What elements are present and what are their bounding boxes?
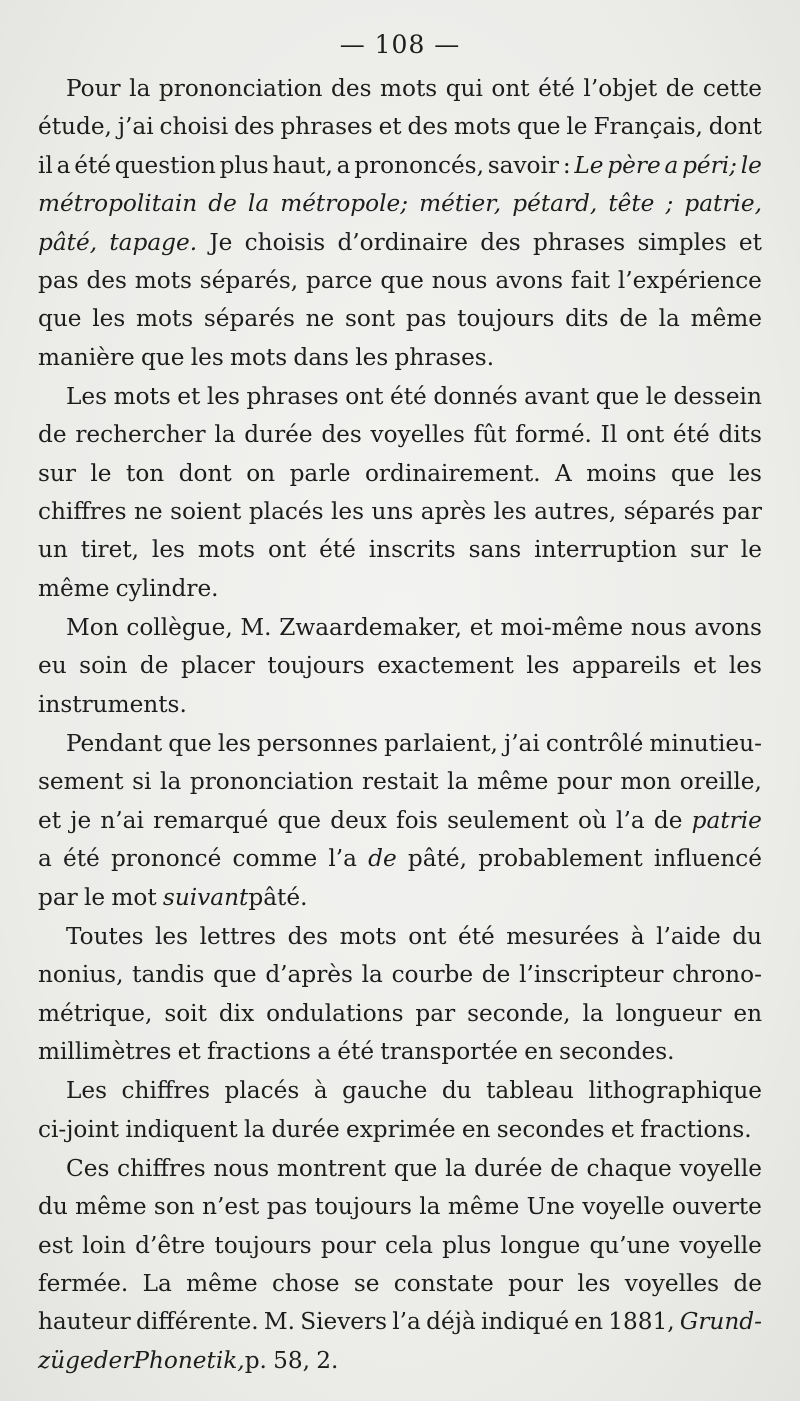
text-line: fermée. La même chose se constate pour les voyelles de xyxy=(38,1269,762,1297)
body-text xyxy=(38,70,762,1381)
text-line: étude, j’ai choisi des phrases et des mots que le Français, dont xyxy=(38,113,762,141)
text-line: nonius, tandis que d’après la courbe de l’inscripteur chrono- xyxy=(38,961,762,989)
text-line: par le mot suivant pâté. xyxy=(38,883,308,911)
text-line: pas des mots séparés, parce que nous avons fait l’expérience xyxy=(38,266,762,294)
text-line: Pour la prononciation des mots qui ont été l’objet de cette xyxy=(66,75,762,102)
text-line: pâté, tapage. Je choisis d’ordinaire des phrases simples et xyxy=(38,228,762,256)
paragraph xyxy=(38,70,762,377)
text-line: züge der Phonetik, p. 58, 2. xyxy=(38,1346,339,1374)
text-line: il a été question plus haut, a prononcés, savoir : Le père a péri; le xyxy=(38,151,762,179)
paragraph xyxy=(38,609,762,724)
text-line: du même son n’est pas toujours la même Une voyelle ouverte xyxy=(38,1193,762,1221)
text-line: hauteur différente. M. Sievers l’a déjà indiqué en 1881, Grund- xyxy=(38,1308,762,1336)
text-line: Mon collègue, M. Zwaardemaker, et moi-même nous avons xyxy=(66,614,762,642)
text-line: un tiret, les mots ont été inscrits sans interruption sur le xyxy=(38,536,762,564)
text-line: a été prononcé comme l’a de pâté, probablement influencé xyxy=(38,845,762,873)
page-number: — 108 — xyxy=(339,30,461,59)
paragraph xyxy=(38,1150,762,1380)
text-line: instruments. xyxy=(38,690,187,718)
text-line: Les mots et les phrases ont été donnés avant que le dessein xyxy=(66,382,762,410)
text-line: Ces chiffres nous montrent que la durée de chaque voyelle xyxy=(66,1154,762,1182)
paragraph xyxy=(38,378,762,608)
text-line: même cylindre. xyxy=(38,574,219,602)
text-line: ci-joint indiquent la durée exprimée en secondes et fractions. xyxy=(38,1115,752,1143)
text-line: sur le ton dont on parle ordinairement. A moins que les xyxy=(38,459,762,487)
text-line: Pendant que les personnes parlaient, j’ai contrôlé minutieu- xyxy=(66,730,762,758)
paragraph xyxy=(38,725,762,917)
text-line: est loin d’être toujours pour cela plus longue qu’une voyelle xyxy=(38,1231,762,1259)
text-line: que les mots séparés ne sont pas toujours dits de la même xyxy=(38,305,762,333)
text-line: de rechercher la durée des voyelles fût formé. Il ont été dits xyxy=(38,421,762,449)
text-line: métrique, soit dix ondulations par seconde, la longueur en xyxy=(38,999,762,1027)
text-line: chiffres ne soient placés les uns après les autres, séparés par xyxy=(38,498,762,526)
text-line: Toutes les lettres des mots ont été mesurées à l’aide du xyxy=(66,922,762,950)
paragraph xyxy=(38,918,762,1072)
text-line: millimètres et fractions a été transportée en secondes. xyxy=(38,1037,675,1065)
text-line: Les chiffres placés à gauche du tableau lithographique xyxy=(66,1077,762,1105)
text-line: métropolitain de la métropole; métier, pétard, tête ; patrie, xyxy=(38,190,762,218)
paragraph xyxy=(38,1072,762,1149)
text-line: sement si la prononciation restait la même pour mon oreille, xyxy=(38,768,762,796)
text-line: et je n’ai remarqué que deux fois seulement où l’a de patrie xyxy=(38,806,762,834)
text-line: manière que les mots dans les phrases. xyxy=(38,343,495,371)
text-line: eu soin de placer toujours exactement les appareils et les xyxy=(38,652,762,680)
